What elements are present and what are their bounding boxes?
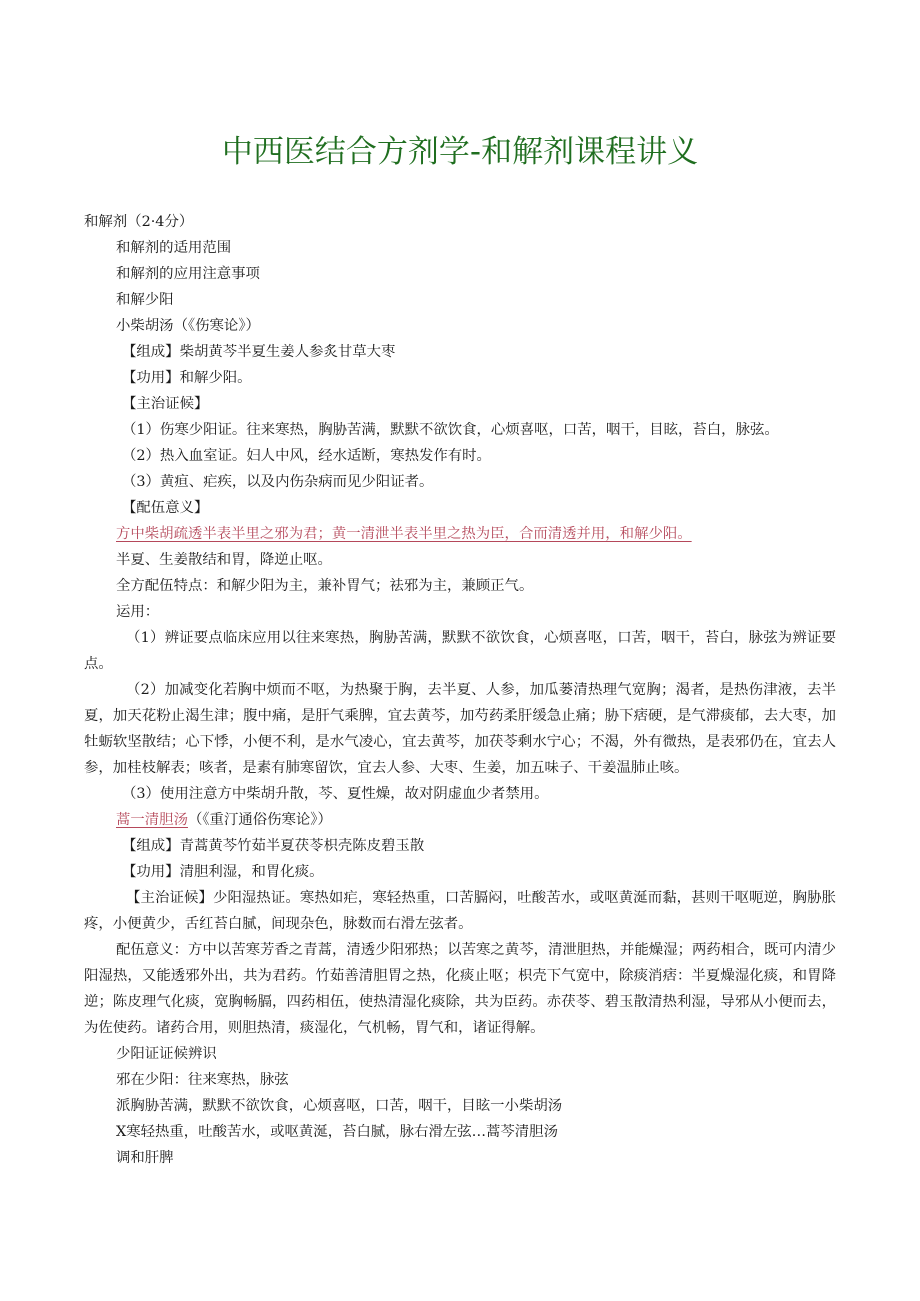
indication-item: （2）热入血室证。妇人中风，经水适断，寒热发作有时。 bbox=[122, 448, 491, 464]
section-heading: 和解剂（2·4分） bbox=[84, 214, 194, 230]
formula-name-highlighted: 蒿一清胆汤 bbox=[116, 812, 188, 828]
composition-line: 【组成】柴胡黄芩半夏生姜人参炙甘草大枣 bbox=[122, 344, 396, 360]
document-title: 中西医结合方剂学-和解剂课程讲义 bbox=[221, 134, 699, 170]
outline-item: 调和肝脾 bbox=[116, 1150, 174, 1166]
indication-item: （1）伤寒少阳证。往来寒热，胸胁苦满，默默不欲饮食，心烦喜呕，口苦，咽干，目眩，苔白，脉弦。 bbox=[122, 422, 779, 438]
composition-line: 【组成】青蒿黄芩竹茹半夏茯苓枳壳陈皮碧玉散 bbox=[122, 838, 425, 854]
formula-heading: 小柴胡汤（《伤寒论》） bbox=[116, 318, 260, 334]
highlighted-note-text: 方中柴胡疏透半表半里之邪为君；黄一清泄半表半里之热为臣，合而清透并用，和解少阳。 bbox=[116, 526, 692, 542]
usage-paragraph: （3）使用注意方中柴胡升散，芩、夏性燥，故对阴虚血少者禁用。 bbox=[122, 786, 549, 802]
function-line: 【功用】清胆利湿，和胃化痰。 bbox=[122, 864, 324, 880]
outline-item: 和解剂的适用范围 bbox=[116, 240, 232, 256]
outline-item: 少阳证证候辨识 bbox=[116, 1046, 217, 1062]
usage-paragraph: （2）加减变化若胸中烦而不呕，为热聚于胸，去半夏、人参，加瓜蒌清热理气宽胸；渴者，是热伤津液，去半夏，加天花粉止渴生津；腹中痛，是肝气乘脾，宜去黄芩，加芍药柔肝缓急止痛；胁下痞硬，是气滞痰郁，去大枣，加牡蛎软坚散结；心下悸，小便不利，是水气凌心，宜去黄芩，加茯苓剩水宁心；不渴，外有微热，是表邪仍在，宜去人参，加桂枝解表；咳者，是素有肺寒留饮，宜去人参、大枣、生姜，加五味子、干姜温肺止咳。 bbox=[84, 682, 836, 776]
paragraph-line: 全方配伍特点：和解少阳为主，兼补胃气；祛邪为主，兼顾正气。 bbox=[116, 578, 534, 594]
formula-heading bbox=[84, 807, 836, 833]
outline-item: 派胸胁苦满，默默不欲饮食，心烦喜呕，口苦，咽干，目眩一小柴胡汤 bbox=[116, 1098, 563, 1114]
outline-item: 和解剂的应用注意事项 bbox=[116, 266, 260, 282]
outline-item: 邪在少阳：往来寒热，脉弦 bbox=[116, 1072, 289, 1088]
indications-heading: 【主治证候】 bbox=[122, 396, 209, 412]
indication-item: （3）黄疸、疟疾，以及内伤杂病而见少阳证者。 bbox=[122, 474, 434, 490]
document-body bbox=[84, 209, 836, 1171]
compatibility-paragraph: 配伍意义：方中以苦寒芳香之青蒿，清透少阳邪热；以苦寒之黄芩，清泄胆热，并能燥湿；两药相合，既可内清少阳湿热，又能透邪外出，共为君药。竹茹善清胆胃之热，化痰止呕；枳壳下气宽中，除痰消痞：半夏燥湿化痰，和胃降逆；陈皮理气化痰，宽胸畅膈，四药相伍，使热清湿化痰除，共为臣药。赤茯苓、碧玉散清热利湿，导邪从小便而去，为佐使药。诸药合用，则胆热清，痰湿化，气机畅，胃气和，诸证得解。 bbox=[84, 942, 836, 1036]
usage-paragraph: （1）辨证要点临床应用以往来寒热，胸胁苦满，默默不欲饮食，心烦喜呕，口苦，咽干，苔白，脉弦为辨证要点。 bbox=[84, 630, 836, 672]
outline-item: X寒轻热重，吐酸苦水，或呕黄涎，苔白腻，脉右滑左弦…蒿芩清胆汤 bbox=[116, 1124, 558, 1140]
compatibility-heading: 【配伍意义】 bbox=[122, 500, 209, 516]
indications-paragraph: 【主治证候】少阳湿热证。寒热如疟，寒轻热重，口苦膈闷，吐酸苦水，或呕黄涎而黏，甚则干呕呃逆，胸胁胀疼，小便黄少，舌红苔白腻，间现杂色，脉数而右滑左弦者。 bbox=[84, 890, 836, 932]
paragraph-line: 半夏、生姜散结和胃，降逆止呕。 bbox=[116, 552, 332, 568]
highlighted-note bbox=[84, 521, 836, 547]
usage-heading: 运用： bbox=[116, 604, 160, 620]
outline-item: 和解少阳 bbox=[116, 292, 174, 308]
formula-source: （《重汀通俗伤寒论》） bbox=[187, 812, 332, 828]
function-line: 【功用】和解少阳。 bbox=[122, 370, 252, 386]
